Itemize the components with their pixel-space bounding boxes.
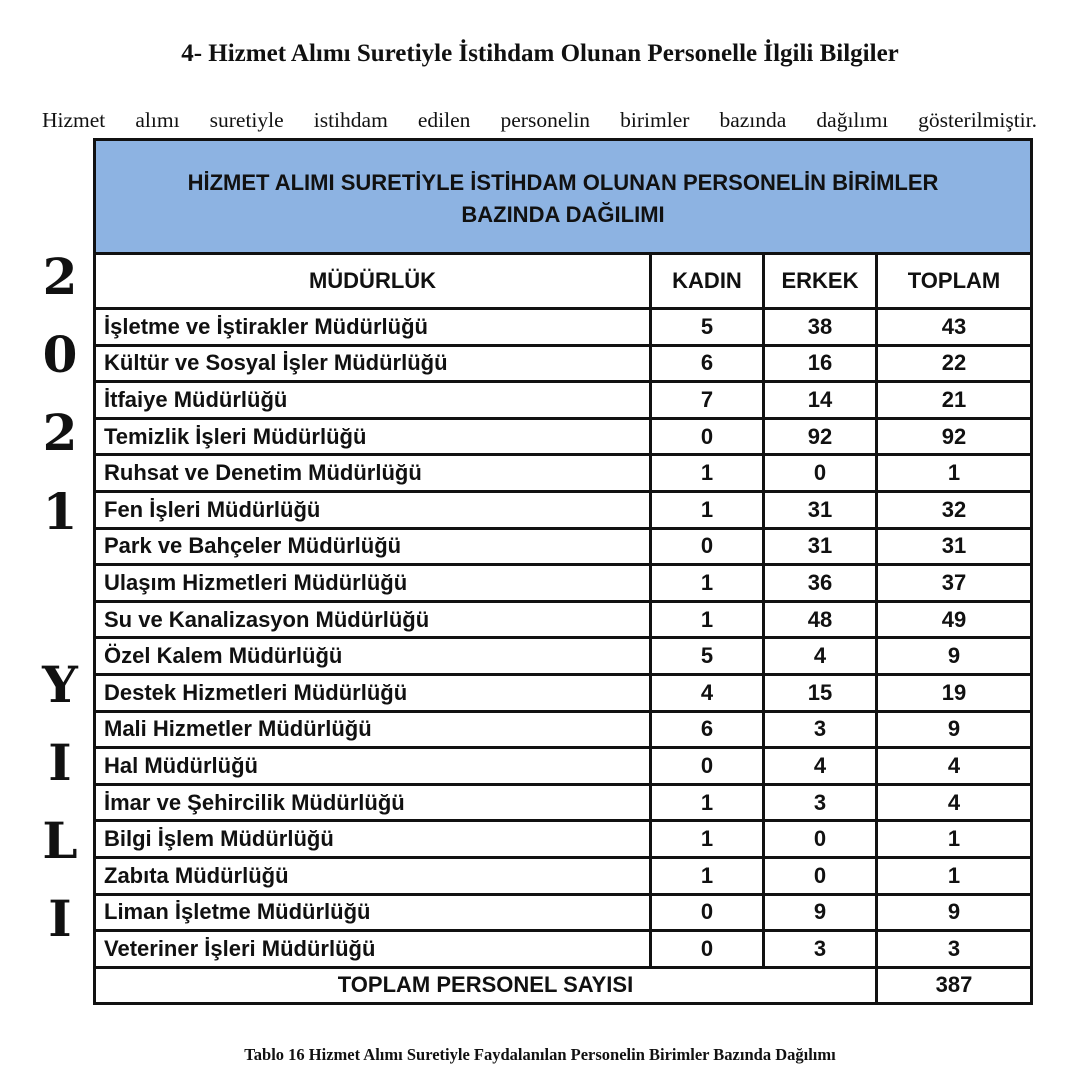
erkek-count: 36 (764, 565, 877, 602)
erkek-count: 31 (764, 491, 877, 528)
kadin-count: 1 (651, 821, 764, 858)
erkek-count: 3 (764, 784, 877, 821)
table-row (95, 784, 1032, 821)
toplam-count: 4 (877, 748, 1032, 785)
erkek-count: 92 (764, 418, 877, 455)
unit-name: İşletme ve İştirakler Müdürlüğü (95, 309, 651, 346)
erkek-count: 4 (764, 748, 877, 785)
total-row (95, 967, 1032, 1003)
kadin-count: 1 (651, 565, 764, 602)
erkek-count: 3 (764, 711, 877, 748)
unit-name: Mali Hizmetler Müdürlüğü (95, 711, 651, 748)
unit-name: Destek Hizmetleri Müdürlüğü (95, 674, 651, 711)
table-title-line2: BAZINDA DAĞILIMI (461, 201, 665, 227)
erkek-count: 14 (764, 382, 877, 419)
unit-name: Fen İşleri Müdürlüğü (95, 491, 651, 528)
toplam-count: 9 (877, 711, 1032, 748)
kadin-count: 1 (651, 601, 764, 638)
section-heading: 4- Hizmet Alımı Suretiyle İstihdam Olunan Personelle İlgili Bilgiler (181, 40, 899, 67)
total-label: TOPLAM PERSONEL SAYISI (95, 967, 877, 1003)
kadin-count: 6 (651, 345, 764, 382)
column-header-kadin: KADIN (651, 254, 764, 309)
unit-name: Özel Kalem Müdürlüğü (95, 638, 651, 675)
table-row (95, 309, 1032, 346)
kadin-count: 0 (651, 748, 764, 785)
unit-name: Kültür ve Sosyal İşler Müdürlüğü (95, 345, 651, 382)
column-header-mudurluk: MÜDÜRLÜK (95, 254, 651, 309)
personnel-distribution-table (93, 138, 1033, 1005)
column-header-erkek: ERKEK (764, 254, 877, 309)
table-row (95, 857, 1032, 894)
unit-name: Hal Müdürlüğü (95, 748, 651, 785)
toplam-count: 43 (877, 309, 1032, 346)
toplam-count: 32 (877, 491, 1032, 528)
table-row (95, 491, 1032, 528)
toplam-count: 49 (877, 601, 1032, 638)
unit-name: Temizlik İşleri Müdürlüğü (95, 418, 651, 455)
kadin-count: 1 (651, 455, 764, 492)
erkek-count: 3 (764, 931, 877, 968)
unit-name: Liman İşletme Müdürlüğü (95, 894, 651, 931)
unit-name: Ruhsat ve Denetim Müdürlüğü (95, 455, 651, 492)
table-row (95, 455, 1032, 492)
toplam-count: 3 (877, 931, 1032, 968)
table-row (95, 674, 1032, 711)
kadin-count: 5 (651, 309, 764, 346)
table-title-line1: HİZMET ALIMI SURETİYLE İSTİHDAM OLUNAN PERSONELİN BİRİMLER (187, 169, 939, 195)
toplam-count: 37 (877, 565, 1032, 602)
kadin-count: 1 (651, 784, 764, 821)
toplam-count: 1 (877, 455, 1032, 492)
table-row (95, 638, 1032, 675)
kadin-count: 6 (651, 711, 764, 748)
table-row (95, 382, 1032, 419)
toplam-count: 4 (877, 784, 1032, 821)
intro-paragraph: Hizmet alımı suretiyle istihdam edilen personelin birimler bazında dağılımı gösterilmiştir. (42, 108, 1037, 132)
year-letter: Y (42, 655, 78, 714)
toplam-count: 21 (877, 382, 1032, 419)
table-caption: Tablo 16 Hizmet Alımı Suretiyle Faydalanılan Personelin Birimler Bazında Dağılımı (244, 1045, 836, 1064)
table-row (95, 345, 1032, 382)
unit-name: İmar ve Şehircilik Müdürlüğü (95, 784, 651, 821)
toplam-count: 9 (877, 638, 1032, 675)
erkek-count: 0 (764, 455, 877, 492)
unit-name: Bilgi İşlem Müdürlüğü (95, 821, 651, 858)
erkek-count: 48 (764, 601, 877, 638)
table-header-row (95, 254, 1032, 309)
erkek-count: 31 (764, 528, 877, 565)
erkek-count: 4 (764, 638, 877, 675)
kadin-count: 1 (651, 857, 764, 894)
erkek-count: 0 (764, 857, 877, 894)
erkek-count: 38 (764, 309, 877, 346)
unit-name: Veteriner İşleri Müdürlüğü (95, 931, 651, 968)
kadin-count: 1 (651, 491, 764, 528)
table-row (95, 528, 1032, 565)
erkek-count: 9 (764, 894, 877, 931)
toplam-count: 1 (877, 857, 1032, 894)
table-row (95, 711, 1032, 748)
toplam-count: 22 (877, 345, 1032, 382)
year-letter: 0 (42, 325, 78, 384)
table-row (95, 821, 1032, 858)
unit-name: Zabıta Müdürlüğü (95, 857, 651, 894)
unit-name: Su ve Kanalizasyon Müdürlüğü (95, 601, 651, 638)
unit-name: Park ve Bahçeler Müdürlüğü (95, 528, 651, 565)
year-letter: I (48, 733, 72, 792)
table-row (95, 748, 1032, 785)
kadin-count: 0 (651, 418, 764, 455)
table-row (95, 931, 1032, 968)
kadin-count: 0 (651, 528, 764, 565)
table-row (95, 894, 1032, 931)
table-row (95, 418, 1032, 455)
kadin-count: 0 (651, 931, 764, 968)
column-header-toplam: TOPLAM (877, 254, 1032, 309)
erkek-count: 0 (764, 821, 877, 858)
toplam-count: 31 (877, 528, 1032, 565)
year-letter: L (42, 811, 78, 870)
year-letter: I (48, 889, 72, 948)
toplam-count: 19 (877, 674, 1032, 711)
year-letter: 2 (42, 247, 78, 306)
table-title (95, 140, 1032, 254)
total-value: 387 (877, 967, 1032, 1003)
kadin-count: 4 (651, 674, 764, 711)
kadin-count: 7 (651, 382, 764, 419)
unit-name: İtfaiye Müdürlüğü (95, 382, 651, 419)
table-row (95, 565, 1032, 602)
year-letter: 1 (42, 482, 78, 541)
toplam-count: 92 (877, 418, 1032, 455)
unit-name: Ulaşım Hizmetleri Müdürlüğü (95, 565, 651, 602)
table-row (95, 601, 1032, 638)
toplam-count: 9 (877, 894, 1032, 931)
kadin-count: 5 (651, 638, 764, 675)
toplam-count: 1 (877, 821, 1032, 858)
erkek-count: 15 (764, 674, 877, 711)
erkek-count: 16 (764, 345, 877, 382)
kadin-count: 0 (651, 894, 764, 931)
year-letter: 2 (42, 403, 78, 462)
